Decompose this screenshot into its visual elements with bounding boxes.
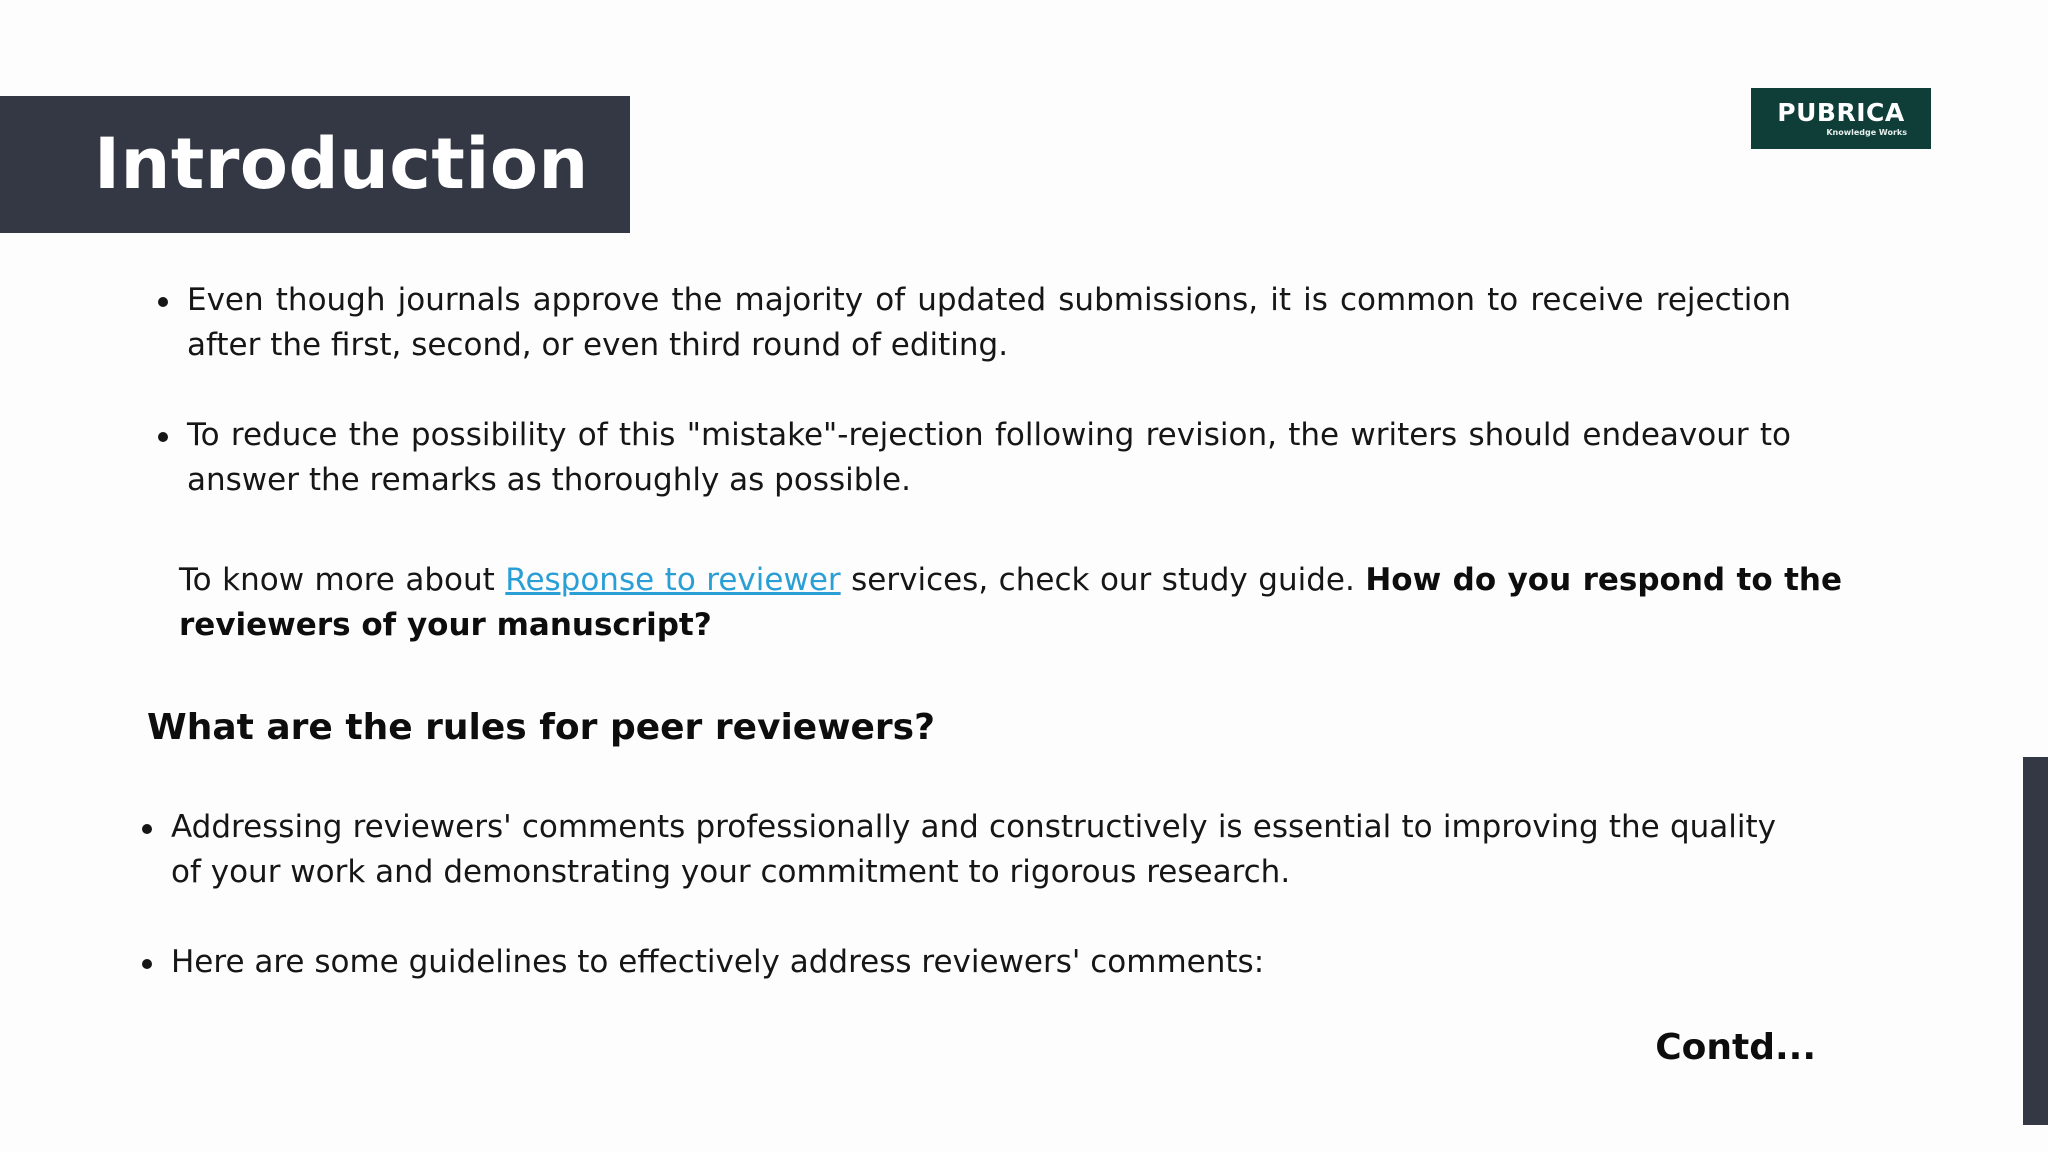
slide-title: Introduction — [94, 123, 589, 205]
info-bold-question: How do you respond to the reviewers of your manuscript? — [179, 562, 1842, 643]
decorative-side-bar — [2023, 757, 2048, 1125]
logo-tagline: Knowledge Works — [1826, 128, 1907, 137]
pubrica-logo — [1751, 88, 1931, 149]
bullet-item: Here are some guidelines to effectively address reviewers' comments: — [171, 940, 1776, 985]
info-middle: services, check our study guide. — [840, 562, 1366, 598]
title-banner — [0, 96, 630, 233]
info-prefix: To know more about — [179, 562, 506, 598]
response-to-reviewer-link[interactable]: Response to reviewer — [505, 562, 841, 598]
continued-label: Contd... — [1655, 1027, 1816, 1068]
bullet-item: Even though journals approve the majority of updated submissions, it is common to receive rejection after the first, second, or even third round of editing. — [187, 278, 1791, 368]
logo-wordmark: PUBRICA — [1777, 98, 1905, 127]
info-paragraph — [179, 558, 1842, 648]
section-heading: What are the rules for peer reviewers? — [147, 707, 935, 748]
bullet-item: To reduce the possibility of this "mistake"-rejection following revision, the writers should endeavour to answer the remarks as thoroughly as possible. — [187, 413, 1791, 503]
bullet-item: Addressing reviewers' comments professionally and constructively is essential to improving the quality of your work and demonstrating your commitment to rigorous research. — [171, 805, 1776, 895]
